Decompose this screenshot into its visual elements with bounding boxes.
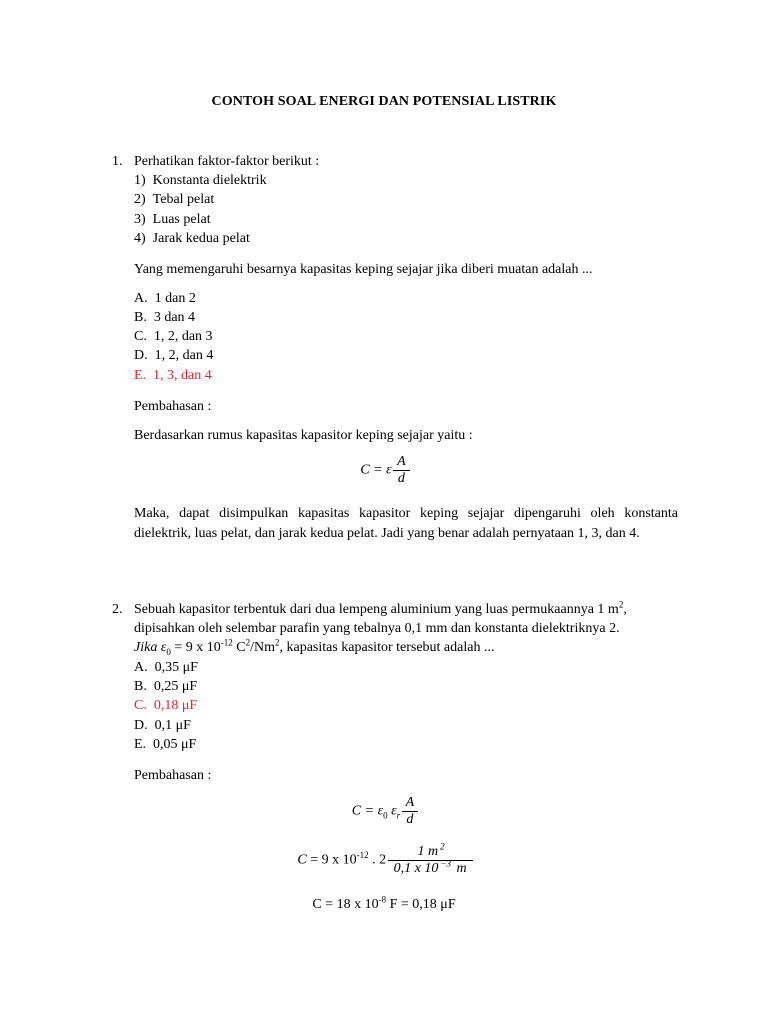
- q1-formula-num: A: [397, 454, 406, 469]
- q1-formula-lhs: C = ε: [360, 462, 392, 478]
- q1-question: Yang memengaruhi besarnya kapasitas keping sejajar jika diberi muatan adalah ...: [134, 262, 593, 277]
- q2-eq2-num-sup: 2: [440, 841, 445, 852]
- q2-stem-unit-nm: /Nm: [250, 640, 275, 655]
- q1-factor-3: 3) Luas pelat: [134, 212, 211, 227]
- q2-stem-unit-c: C: [232, 640, 246, 655]
- q1-discussion-intro: Berdasarkan rumus kapasitas kapasitor keping sejajar yaitu :: [134, 428, 473, 443]
- q2-stem-unit-c-sup: 2: [245, 637, 251, 648]
- q2-equation-2: [0, 841, 768, 877]
- q2-equation-1: [0, 795, 768, 828]
- q2-eq3-a: C = 18 x 10: [312, 897, 379, 912]
- q2-stem-unit-nm-sup: 2: [274, 637, 280, 648]
- q1-formula: [0, 454, 768, 487]
- q2-eq2-lhs: = 9 x 10: [310, 852, 357, 868]
- q2-option-b: B. 0,25 μF: [134, 679, 198, 694]
- q1-factor-4: 4) Jarak kedua pelat: [134, 231, 250, 246]
- q2-eq2-lhs-wrap: C = 9 x 10: [297, 852, 357, 868]
- q2-stem-line1-end: ,: [623, 602, 627, 617]
- q2-stem-end: , kapasitas kapasitor tersebut adalah ...: [279, 640, 495, 655]
- q2-stem-line1-text: Sebuah kapasitor terbentuk dari dua lempeng aluminium yang luas permukaannya 1 m: [134, 602, 619, 617]
- q2-stem-line1-sup: 2: [618, 599, 624, 610]
- q1-option-e-answer: E. 1, 3, dan 4: [134, 368, 212, 383]
- q2-stem-epsilon: Jika ε: [134, 640, 167, 655]
- q1-formula-fraction: [395, 454, 408, 487]
- q2-option-a: A. 0,35 μF: [134, 660, 198, 675]
- q2-eq3-sup: -8: [378, 894, 387, 905]
- q2-eq1-fraction: [404, 795, 417, 828]
- page-title: CONTOH SOAL ENERGI DAN POTENSIAL LISTRIK: [211, 94, 557, 109]
- q1-factor-2: 2) Tebal pelat: [134, 192, 215, 207]
- q2-eq3-b: F = 0,18 μF: [386, 897, 456, 912]
- q1-option-a: A. 1 dan 2: [134, 291, 196, 306]
- q2-eq1-lhs: C = ε: [351, 803, 384, 819]
- q2-eq2-num: 1 m: [417, 844, 439, 859]
- q1-discussion-label: Pembahasan :: [134, 399, 212, 414]
- q2-option-e: E. 0,05 μF: [134, 737, 197, 752]
- q2-equation-3: [0, 894, 768, 913]
- q2-eq1-den: d: [406, 812, 414, 827]
- q2-eq1-subr: r: [396, 810, 401, 821]
- q2-stem-line1: [134, 601, 627, 619]
- q2-eq2-den-unit: m: [452, 861, 467, 876]
- q1-option-c: C. 1, 2, dan 3: [134, 329, 213, 344]
- q2-stem-value: = 9 x 10: [170, 640, 221, 655]
- q1-option-b: B. 3 dan 4: [134, 310, 196, 325]
- q1-number: 1.: [112, 154, 123, 169]
- q2-stem-exp: -12: [220, 637, 233, 648]
- q2-option-c-answer: C. 0,18 μF: [134, 698, 198, 713]
- q1-stem: Perhatikan faktor-faktor berikut :: [134, 154, 320, 169]
- q1-option-d: D. 1, 2, dan 4: [134, 348, 214, 363]
- q2-discussion-label: Pembahasan :: [134, 768, 212, 783]
- q2-eq1-sub0: 0: [383, 810, 388, 821]
- q2-eq2-den-sup: −3: [440, 858, 451, 869]
- q2-eq1-num: A: [405, 795, 415, 810]
- q2-eq2-den-wrap: [390, 858, 471, 877]
- q2-eq2-sup: -12: [356, 850, 369, 861]
- q2-option-d: D. 0,1 μF: [134, 718, 191, 733]
- q2-stem-line3: [134, 639, 494, 657]
- q2-eq2-den: 0,1 x 10: [393, 861, 439, 876]
- q2-stem-sub: 0: [166, 646, 171, 657]
- q2-number: 2.: [112, 602, 123, 617]
- q2-eq1-eps: ε: [387, 803, 397, 819]
- q2-eq2-fraction: [390, 841, 471, 877]
- q1-conclusion: Maka, dapat disimpulkan kapasitas kapasitor keping sejajar dipengaruhi oleh konstanta dielektrik, luas pelat, dan jarak kedua pelat. Jadi yang benar adalah pernyataan 1, 3, dan 4.: [134, 506, 678, 541]
- q1-formula-den: d: [397, 471, 405, 486]
- q2-eq2-mid: . 2: [368, 852, 390, 868]
- q2-stem-line2: dipisahkan oleh selembar parafin yang tebalnya 0,1 mm dan konstanta dielektriknya 2.: [134, 621, 620, 636]
- q1-factor-1: 1) Konstanta dielektrik: [134, 173, 267, 188]
